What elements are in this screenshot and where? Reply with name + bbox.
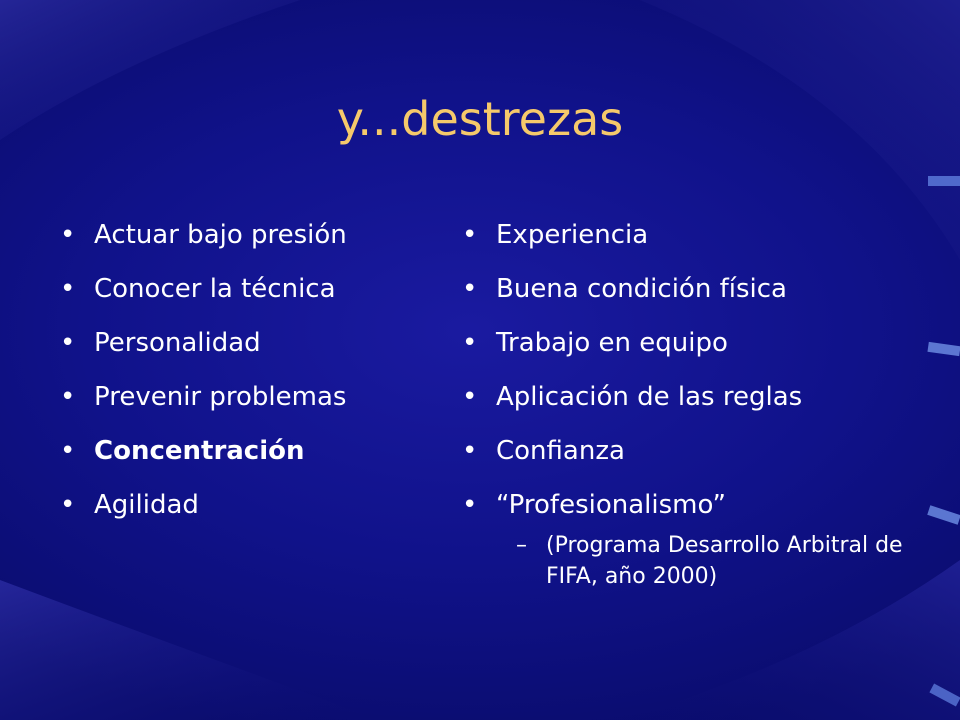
bullet-icon: • [462,436,478,466]
list-item [60,272,440,306]
bullet-icon: • [462,382,478,412]
dash-bullet: – [516,533,527,558]
bullet-icon: • [60,490,76,520]
sub-list-item [462,530,942,592]
list-item [60,326,440,360]
bullet-icon: • [462,274,478,304]
list-item-text: Personalidad [94,328,261,358]
list-item [462,272,942,306]
list-item [462,488,942,522]
list-item-text: Trabajo en equipo [496,328,728,358]
list-item-text: Agilidad [94,490,199,520]
bullet-icon: • [60,436,76,466]
list-item-text: Confianza [496,436,625,466]
list-item [462,326,942,360]
bullet-icon: • [60,274,76,304]
slide-title: y...destrezas [336,92,624,146]
list-item-text: Prevenir problemas [94,382,347,412]
list-item-text: Concentración [94,436,305,466]
bullet-icon: • [462,328,478,358]
list-item [462,218,942,252]
list-item [462,380,942,414]
list-item [60,434,440,468]
bullet-icon: • [60,220,76,250]
list-item [60,218,440,252]
bullet-icon: • [60,382,76,412]
list-item [462,434,942,468]
list-item-text: Aplicación de las reglas [496,382,803,412]
list-item-text: Buena condición física [496,274,787,304]
list-item-text: Actuar bajo presión [94,220,347,250]
list-item [60,488,440,522]
bullet-icon: • [462,220,478,250]
list-item-text: Experiencia [496,220,649,250]
list-item-text: “Profesionalismo” [496,490,726,520]
right-bullet-list [462,218,942,592]
sub-item-text: (Programa Desarrollo Arbitral de FIFA, año 2000) [546,533,903,589]
bullet-icon: • [60,328,76,358]
list-item-text: Conocer la técnica [94,274,336,304]
list-item [60,380,440,414]
left-bullet-list [60,218,440,542]
bullet-icon: • [462,490,478,520]
